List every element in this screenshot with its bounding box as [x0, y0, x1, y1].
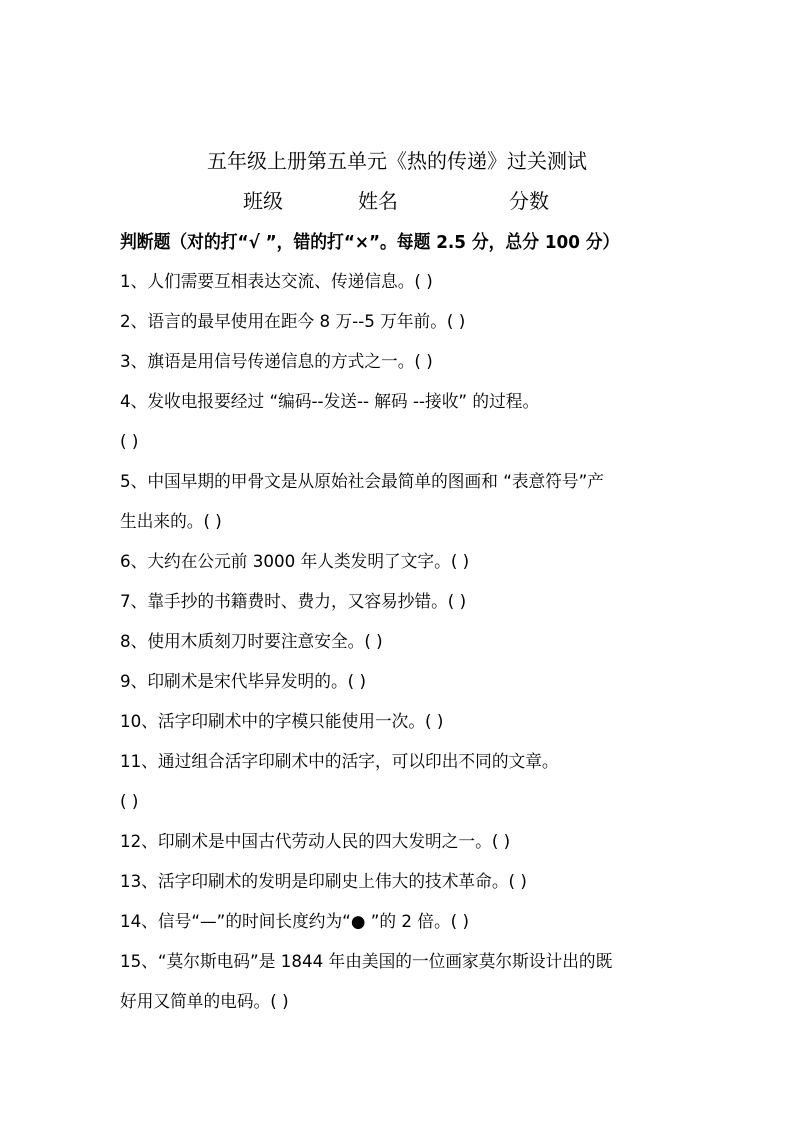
question-6-line-1: 6、大约在公元前 3000 年人类发明了文字。( ) — [120, 552, 470, 572]
question-4-line-1: 4、发收电报要经过 “编码--发送-- 解码 --接收” 的过程。 — [120, 392, 540, 412]
question-11-line-1: 11、通过组合活字印刷术中的活字，可以印出不同的文章。 — [120, 752, 559, 772]
question-5-line-2: 生出来的。( ) — [120, 512, 222, 532]
question-5-line-1: 5、中国早期的甲骨文是从原始社会最简单的图画和 “表意符号”产 — [120, 472, 604, 492]
page-title: 五年级上册第五单元《热的传递》过关测试 — [207, 149, 587, 173]
question-4-line-2: ( ) — [120, 432, 139, 452]
question-8-line-1: 8、使用木质刻刀时要注意安全。( ) — [120, 632, 383, 652]
student-info-row — [0, 187, 794, 215]
question-2-line-1: 2、语言的最早使用在距今 8 万--5 万年前。( ) — [120, 312, 466, 332]
question-10-line-1: 10、活字印刷术中的字模只能使用一次。( ) — [120, 712, 444, 732]
question-7-line-1: 7、靠手抄的书籍费时、费力，又容易抄错。( ) — [120, 592, 467, 612]
question-9-line-1: 9、印刷术是宋代毕异发明的。( ) — [120, 672, 366, 692]
section-title: 判断题（对的打“√ ”，错的打“×”。每题 2.5 分，总分 100 分） — [120, 232, 620, 253]
class-label: 班级 — [243, 189, 283, 213]
question-11-line-2: ( ) — [120, 792, 139, 812]
score-label: 分数 — [509, 189, 549, 213]
question-1-line-1: 1、人们需要互相表达交流、传递信息。( ) — [120, 272, 433, 292]
name-label: 姓名 — [358, 189, 398, 213]
question-15-line-2: 好用又简单的电码。( ) — [120, 992, 289, 1012]
question-13-line-1: 13、活字印刷术的发明是印刷史上伟大的技术革命。( ) — [120, 872, 527, 892]
question-15-line-1: 15、“莫尔斯电码”是 1844 年由美国的一位画家莫尔斯设计出的既 — [120, 952, 613, 972]
question-12-line-1: 12、印刷术是中国古代劳动人民的四大发明之一。( ) — [120, 832, 511, 852]
question-3-line-1: 3、旗语是用信号传递信息的方式之一。( ) — [120, 352, 433, 372]
question-14-line-1: 14、信号“—”的时间长度约为“● ”的 2 倍。( ) — [120, 912, 469, 932]
